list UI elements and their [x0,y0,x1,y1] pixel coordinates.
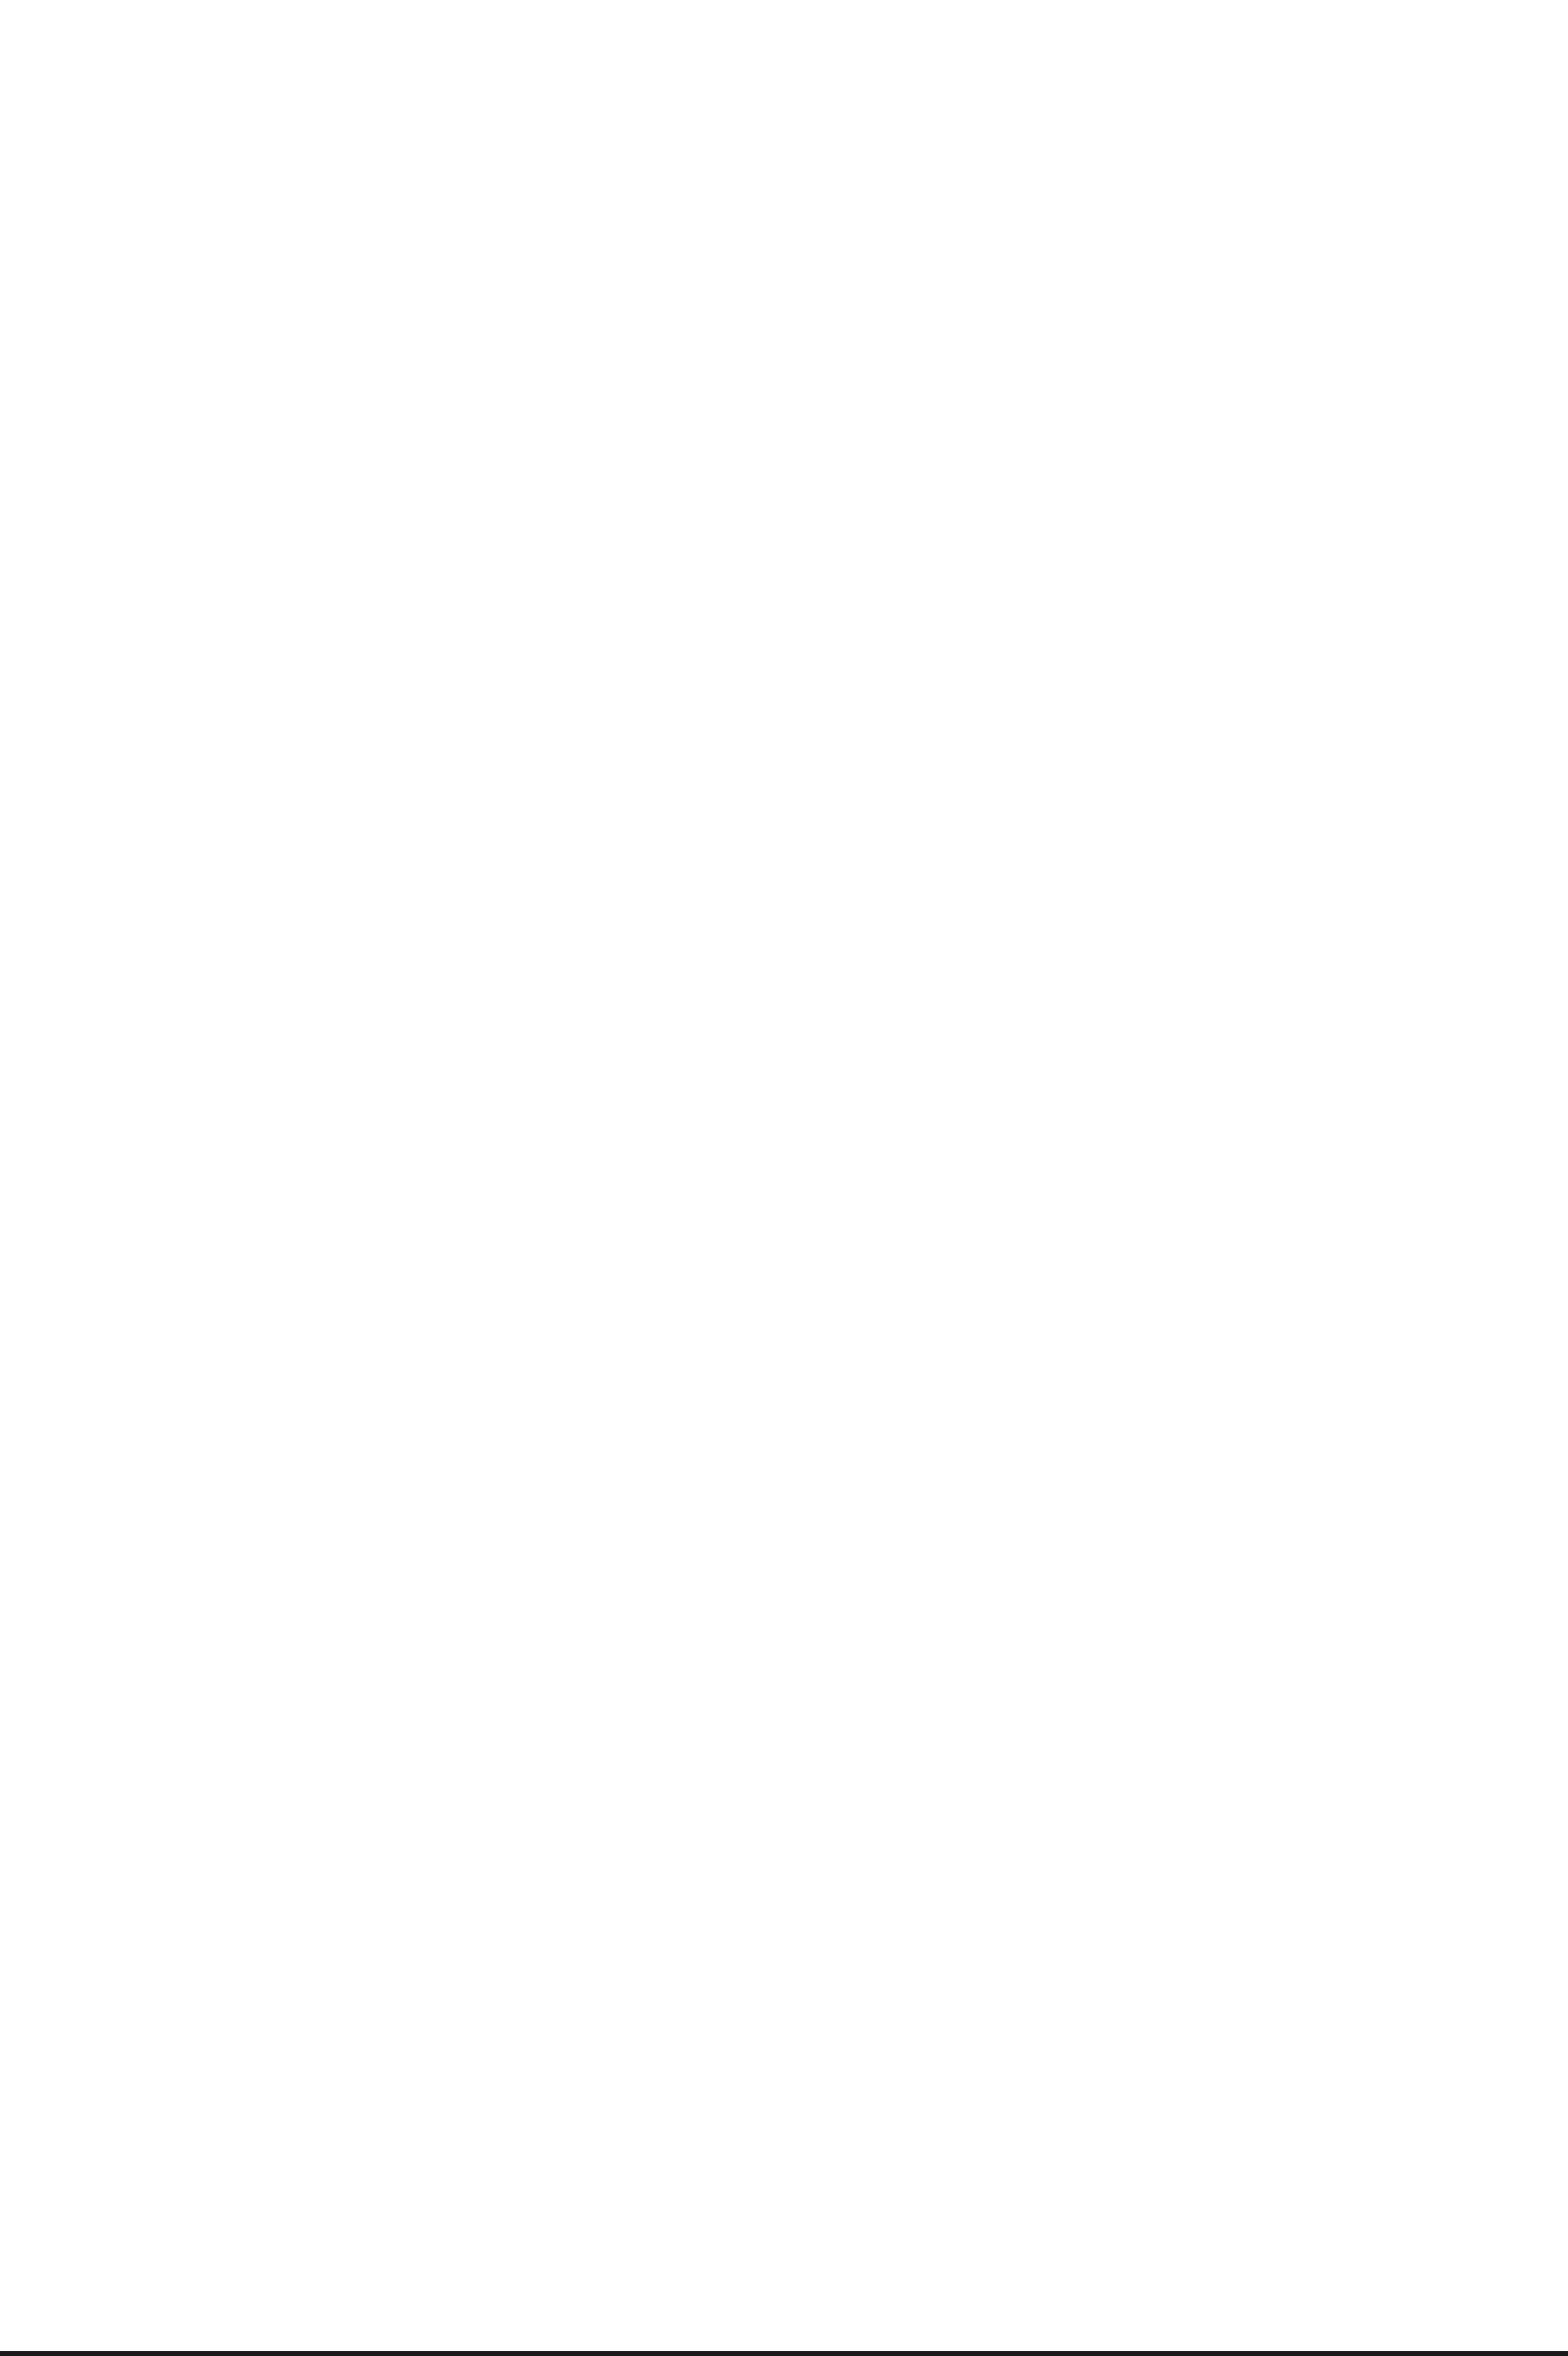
warning-heading [117,178,1502,224]
document-page [117,127,1502,224]
bottom-edge-rule [0,2351,1568,2356]
warning-heading-colon [117,180,127,221]
